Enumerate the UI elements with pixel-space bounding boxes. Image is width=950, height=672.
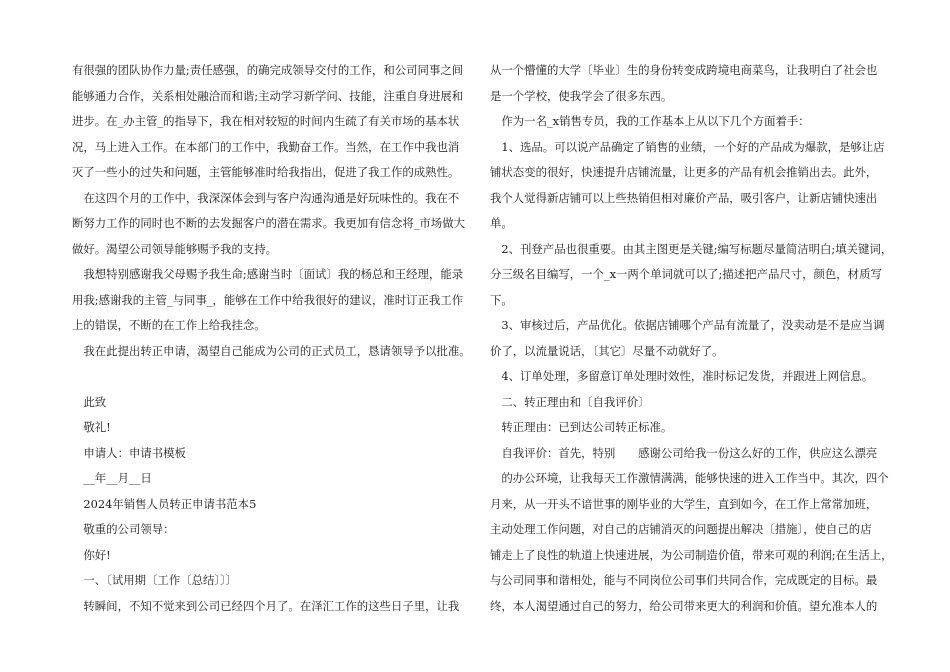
left-paragraph-line: 一、〔试用期〔工作〔总结〕〕〕: [72, 573, 238, 587]
right-paragraph-line: 分三级名目编写，一个_x一两个单词就可以了;描述把产品尺寸，颜色，材质写: [490, 267, 882, 281]
right-paragraph-line: 3、审核过后，产品优化。依据店铺哪个产品有流量了，没卖动是不是应当调: [490, 318, 885, 332]
right-paragraph-line: 主动处理工作问题，对自己的店铺消灭的问题提出解决〔措施〕，使自己的店: [490, 522, 872, 536]
left-paragraph-line: 进步。在_办主管_的指导下，我在相对较短的时间内生疏了有关市场的基本状: [72, 114, 460, 128]
right-paragraph-line: 终，本人渴望通过自己的努力，给公司带来更大的利润和价值。望允准本人的: [490, 598, 878, 613]
right-paragraph-line: 转正理由：已到达公司转正标准。: [490, 420, 673, 434]
right-paragraph-line: 是一个学校，使我学会了很多东西。: [490, 88, 673, 103]
right-paragraph-line: 二、转正理由和〔自我评价〕: [490, 394, 650, 409]
left-paragraph-line: 我在此提出转正申请，渴望自己能成为公司的正式员工，恳请领导予以批准。: [72, 343, 471, 358]
right-paragraph-line: 下。: [490, 292, 513, 307]
right-paragraph-line: 我个人觉得新店铺可以上些热销但相对廉价产品，吸引客户，让新店铺快速出: [490, 190, 878, 205]
left-paragraph-line: 我想特别感谢我父母赐予我生命;感谢当时〔面试〕我的杨总和王经理，能录: [72, 267, 464, 281]
left-paragraph-line: 在这四个月的工作中，我深深体会到与客户沟通沟通是好玩味性的。我在不: [72, 190, 460, 205]
left-paragraph-line: 转瞬间，不知不觉来到公司已经四个月了。在泽汇工作的这些日子里，让我: [72, 598, 460, 613]
left-paragraph-line: 敬礼!: [72, 420, 111, 434]
right-paragraph-line: 从一个懵懂的大学〔毕业〕生的身份转变成跨境电商菜鸟，让我明白了社会也: [490, 63, 878, 77]
right-paragraph-line: 与公司同事和谐相处，能与不同岗位公司事们共同合作，完成既定的目标。最: [490, 573, 878, 587]
left-paragraph-line: 此致: [72, 394, 107, 409]
right-paragraph-line: 1、选品。可以说产品确定了销售的业绩，一个好的产品成为爆款，是够让店: [490, 139, 885, 154]
left-paragraph-line: 2024年销售人员转正申请书范本5: [72, 496, 257, 511]
right-paragraph-line: 单。: [490, 216, 513, 230]
left-paragraph-line: 做好。渴望公司领导能够赐予我的支持。: [72, 241, 278, 256]
left-paragraph-line: 用我;感谢我的主管_与同事_，能够在工作中给我很好的建议，准时订正我工作: [72, 292, 464, 307]
left-paragraph-line: 敬重的公司领导：: [72, 522, 175, 536]
right-paragraph-line: 铺走上了良性的轨道上快速进展，为公司制造价值，带来可观的利润;在生活上，: [490, 547, 893, 562]
right-text-column: [490, 58, 893, 619]
left-text-column: [72, 58, 471, 619]
right-paragraph-line: 的办公环境，让我每天工作激情满满，能够快速的进入工作当中。其次，四个: [490, 471, 889, 485]
left-paragraph-line: [72, 364, 462, 390]
left-paragraph-line: 灭了一些小的过失和问题，主管能够准时给我指出，促进了我工作的成熟性。: [72, 165, 460, 179]
right-paragraph-line: 2、刊登产品也很重要。由其主图更是关键;编写标题尽量简洁明白;填关键词，: [490, 241, 893, 256]
right-paragraph-line: 月来，从一开头不谙世事的刚毕业的大学生，直到如今，在工作上常常加班，: [490, 496, 878, 511]
right-paragraph-line: 铺状态变的很好，快速提升店铺流量，让更多的产品有机会推销出去。此外，: [490, 165, 878, 179]
left-paragraph-line: 申请人：申请书模板: [72, 445, 186, 460]
left-paragraph-line: 况，马上进入工作。在本部门的工作中，我勤奋工作。当然，在工作中我也消: [72, 139, 460, 154]
right-paragraph-line: 自我评价：首先，特别 感谢公司给我一份这么好的工作，供应这么漂亮: [490, 445, 878, 460]
right-paragraph-line: 价了，以流量说话，〔其它〕尽量不动就好了。: [490, 343, 724, 358]
left-paragraph-line: __年__月__日: [72, 471, 152, 485]
left-paragraph-line: 有很强的团队协作力量;责任感强，的确完成领导交付的工作，和公司同事之间: [72, 63, 464, 77]
left-paragraph-line: 你好!: [72, 547, 111, 562]
left-paragraph-line: 断努力工作的同时也不断的去发掘客户的潜在需求。我更加有信念将_市场做大: [72, 216, 465, 230]
left-paragraph-line: 上的错误，不断的在工作上给我挂念。: [72, 318, 266, 332]
right-paragraph-line: 作为一名_x销售专员，我的工作基本上从以下几个方面着手：: [490, 114, 810, 128]
right-paragraph-line: 4、订单处理，多留意订单处理时效性，准时标记发货，并跟进上网信息。: [490, 369, 874, 383]
left-paragraph-line: 能够通力合作，关系相处融洽而和谐;主动学习新学问、技能，注重自身进展和: [72, 88, 464, 103]
